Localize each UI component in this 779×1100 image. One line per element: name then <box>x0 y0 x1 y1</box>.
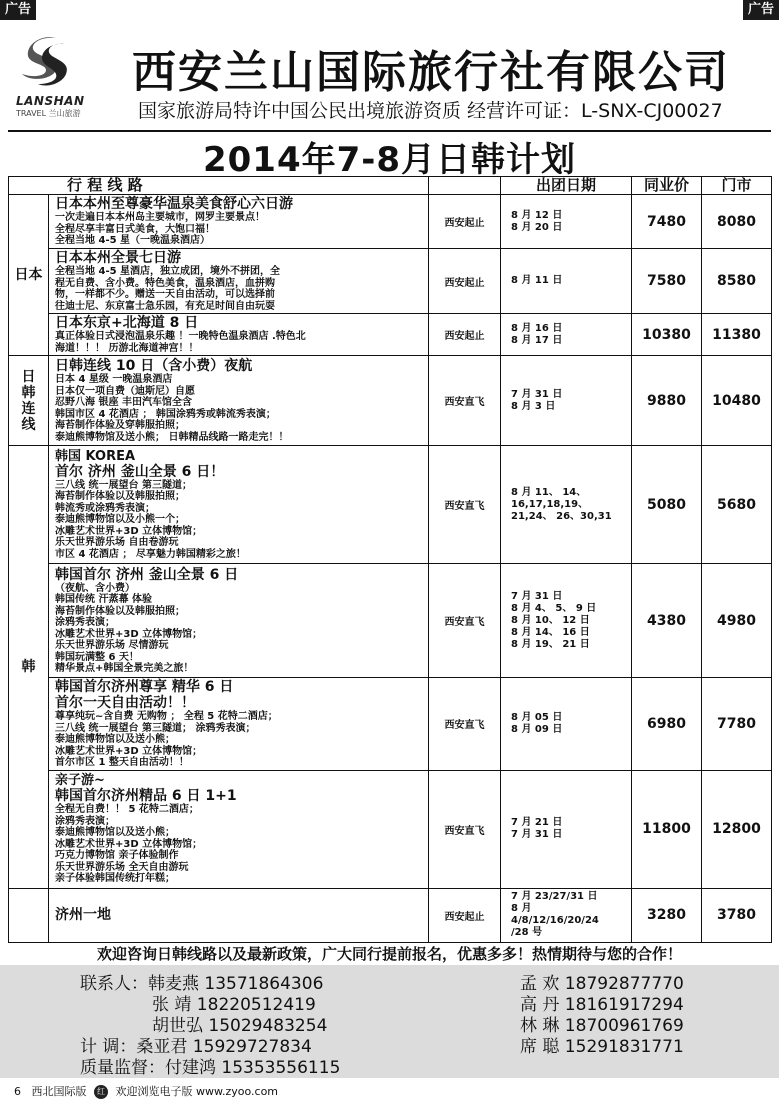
date-line: 8 月 05 日 <box>511 711 563 723</box>
footer-slogan: 欢迎咨询日韩线路以及最新政策，广大同行提前报名，优惠多多！热情期待与您的合作！ <box>96 945 682 963</box>
route-cell <box>49 249 429 314</box>
date-line: /28 号 <box>511 927 543 938</box>
route-title: 日本东京+北海道 8 日 <box>55 315 199 331</box>
route-desc: 亲子体验韩国传统打年糕； <box>55 873 175 885</box>
retail-price: 8580 <box>702 249 772 314</box>
dates-cell <box>501 564 632 678</box>
date-line: 7 月 31 日 <box>511 590 563 602</box>
route-desc: 物，一样都不少。赠送一天自由活动，可以选择前 <box>55 289 275 300</box>
route-desc: 泰迪熊博物馆以及送小熊； <box>55 734 175 745</box>
route-title: 日本本州至尊豪华温泉美食舒心六日游 <box>55 196 293 213</box>
peer-price: 3280 <box>632 888 702 942</box>
retail-price: 12800 <box>702 770 772 888</box>
country-japan: 日本 <box>9 195 49 356</box>
route-desc: 韩流秀或涂鸦秀表演； <box>55 502 155 514</box>
route-desc: 乐天世界游乐场 全天自由游玩 <box>55 861 189 873</box>
contact-line: 胡世弘 15029483254 <box>152 1016 328 1036</box>
route-desc: 涂鸦秀表演； <box>55 815 115 827</box>
date-line: 7 月 31 日 <box>511 829 563 840</box>
date-line: 8 月 4、 5、 9 日 <box>511 602 597 614</box>
table-row <box>9 770 772 888</box>
retail-price: 11380 <box>702 314 772 356</box>
route-desc: 尊享纯玩~含自费 无购物 ； 全程 5 花特二酒店； <box>55 711 278 722</box>
route-cell <box>49 195 429 249</box>
contact-line: 张 靖 18220512419 <box>152 995 316 1015</box>
route-subtitle: 首尔一天自由活动！！ <box>55 695 195 711</box>
date-line: 7 月 31 日 <box>511 388 563 400</box>
retail-price: 8080 <box>702 195 772 249</box>
table-row <box>9 195 772 249</box>
peer-price: 4380 <box>632 564 702 678</box>
route-title: 济州一地 <box>55 907 111 923</box>
date-line: 4/8/12/16/20/24 <box>511 915 599 926</box>
dates-cell <box>501 314 632 356</box>
table-row <box>9 446 772 564</box>
route-desc: 三八线 统一展望台 第三隧道； 涂鸦秀表演； <box>55 722 256 734</box>
peer-price: 6980 <box>632 678 702 771</box>
date-line: 8 月 09 日 <box>511 723 563 735</box>
red-badge-icon: 红 <box>94 1085 108 1099</box>
retail-price: 7780 <box>702 678 772 771</box>
route-desc: 泰迪熊博物馆及送小熊； 日韩精品线路一路走完！！ <box>55 431 289 443</box>
date-line: 7 月 21 日 <box>511 817 563 828</box>
route-desc: 全程当地 4-5 星（一晚温泉酒店） <box>55 235 211 247</box>
peer-price: 11800 <box>632 770 702 888</box>
itinerary-table <box>8 176 772 943</box>
route-desc: 全程当地 4-5 星酒店，独立成团，境外不拼团，全 <box>55 266 281 277</box>
departure: 西安起止 <box>429 249 501 314</box>
date-line: 8 月 3 日 <box>511 400 556 412</box>
table-header <box>9 177 772 195</box>
route-desc: 往迪士尼、东京富士急乐园，有充足时间自由玩耍 <box>55 300 275 312</box>
route-desc: 冰雕艺术世界+3D 立体博物馆； <box>55 628 203 640</box>
route-desc: 涂鸦秀表演； <box>55 617 115 628</box>
route-title: 韩国首尔济州尊享 精华 6 日 <box>55 679 234 695</box>
country-japan-korea <box>9 356 49 446</box>
date-line: 7 月 23/27/31 日 <box>511 891 598 902</box>
route-desc: 乐天世界游乐场 尽情游玩 <box>55 640 169 651</box>
dates-cell <box>501 195 632 249</box>
date-line: 8 月 19、 21 日 <box>511 638 590 650</box>
table-row <box>9 314 772 356</box>
route-title: 日韩连线 10 日（含小费）夜航 <box>55 358 253 374</box>
date-line: 8 月 <box>511 903 532 914</box>
dates-cell <box>501 249 632 314</box>
route-desc: 泰迪熊博物馆以及小熊一个； <box>55 514 185 526</box>
ad-tag-right: 广告 <box>743 0 779 20</box>
date-line: 8 月 17 日 <box>511 334 563 346</box>
table-row <box>9 564 772 678</box>
license-line: 国家旅游局特许中国公民出境旅游资质 经营许可证：L-SNX-CJ00027 <box>138 100 723 122</box>
header-peer: 同业价 <box>632 177 702 195</box>
route-desc: 冰雕艺术世界+3D 立体博物馆； <box>55 838 203 850</box>
date-line: 8 月 16 日 <box>511 322 563 334</box>
route-desc: 首尔市区 1 整天自由活动！！ <box>55 757 189 768</box>
route-desc: 海道！！！ 历游北海道神宫！！ <box>55 342 199 354</box>
peer-price: 5080 <box>632 446 702 564</box>
route-cell <box>49 770 429 888</box>
route-desc: 全程无自费！！ 5 花特二酒店； <box>55 804 199 816</box>
departure: 西安起止 <box>429 195 501 249</box>
departure: 西安直飞 <box>429 446 501 564</box>
table-row <box>9 249 772 314</box>
route-cell <box>49 678 429 771</box>
country-korea: 韩 <box>9 446 49 889</box>
date-line: 8 月 10、 12 日 <box>511 614 590 626</box>
contact-line: 孟 欢 18792877770 <box>520 974 684 994</box>
route-desc: 韩国玩满整 6 天！ <box>55 651 139 663</box>
route-desc: 乐天世界游乐场 自由卷游玩 <box>55 537 179 549</box>
plan-title: 2014年7-8月日韩计划 <box>202 140 577 180</box>
route-title: 韩国首尔 济州 釜山全景 6 日 <box>55 566 239 583</box>
route-title: 韩国首尔济州精品 6 日 1+1 <box>55 788 237 805</box>
header-dates: 出团日期 <box>501 177 632 195</box>
section-name: 西北国际版 <box>31 1085 87 1098</box>
route-desc: 泰迪熊博物馆以及送小熊； <box>55 827 175 839</box>
route-desc: 韩国市区 4 花酒店 ； 韩国涂鸦秀或韩流秀表演； <box>55 408 276 420</box>
route-desc: 市区 4 花酒店 ； 尽享魅力韩国精彩之旅！ <box>55 548 246 560</box>
route-desc: 三八线 统一展望台 第三隧道； <box>55 479 192 491</box>
route-prefix: 亲子游~ <box>55 773 105 789</box>
date-line: 8 月 11、 14、 <box>511 486 587 498</box>
route-desc: 海苔制作体验及穿韩服拍照； <box>55 420 185 431</box>
route-desc: 忍野八海 银座 丰田汽车馆全含 <box>55 397 192 408</box>
route-desc: 巧克力博物馆 亲子体验制作 <box>55 850 179 862</box>
route-cell <box>49 446 429 564</box>
retail-price: 10480 <box>702 356 772 446</box>
page-number: 6 <box>14 1085 21 1098</box>
peer-price: 7480 <box>632 195 702 249</box>
route-prefix: 韩国 KOREA <box>55 448 136 464</box>
route-desc: 日本仅一项自费（迪斯尼）自愿 <box>55 385 195 397</box>
departure: 西安直飞 <box>429 678 501 771</box>
contact-line: 林 琳 18700961769 <box>520 1016 684 1036</box>
contact-line: 联系人：韩麦燕 13571864306 <box>80 974 324 994</box>
date-line: 8 月 11 日 <box>511 275 563 286</box>
header-route: 行 程 线 路 <box>9 177 429 195</box>
retail-price: 3780 <box>702 888 772 942</box>
site-link[interactable]: 欢迎浏览电子版 www.zyoo.com <box>115 1085 279 1098</box>
route-title: 首尔 济州 釜山全景 6 日！ <box>55 463 225 480</box>
route-title: 日本本州全景七日游 <box>55 250 181 266</box>
peer-price: 9880 <box>632 356 702 446</box>
lanshan-logo-icon <box>16 34 80 90</box>
route-desc: 程无自费、含小费。特色美食，温泉酒店，血拼购 <box>55 277 275 289</box>
route-desc: 海苔制作体验以及韩服拍照； <box>55 491 185 503</box>
departure: 西安直飞 <box>429 356 501 446</box>
route-desc: 精华景点+韩国全景完美之旅！ <box>55 663 194 674</box>
departure: 西安起止 <box>429 888 501 942</box>
route-cell <box>49 356 429 446</box>
country-label: 日韩连线 <box>21 368 36 433</box>
company-logo <box>16 34 86 122</box>
route-desc: 冰雕艺术世界+3D 立体博物馆； <box>55 745 203 757</box>
logo-sub: TRAVEL 兰山旅游 <box>16 109 81 118</box>
contact-line: 计 调：桑亚君 15929727834 <box>80 1037 312 1057</box>
contact-line: 席 聪 15291831771 <box>520 1037 684 1057</box>
table-row <box>9 356 772 446</box>
contact-line: 高 丹 18161917294 <box>520 995 684 1015</box>
dates-cell <box>501 446 632 564</box>
peer-price: 7580 <box>632 249 702 314</box>
logo-text: LANSHAN <box>16 94 85 108</box>
route-cell <box>49 564 429 678</box>
route-desc: （夜航、含小费） <box>55 582 135 594</box>
route-cell <box>49 888 429 942</box>
table-row <box>9 888 772 942</box>
retail-price: 4980 <box>702 564 772 678</box>
route-desc: 日本 4 星级 一晚温泉酒店 <box>55 374 173 385</box>
route-desc: 全程尽享丰富日式美食，大饱口福！ <box>55 223 215 235</box>
departure: 西安直飞 <box>429 770 501 888</box>
contacts-panel <box>0 965 779 1078</box>
departure: 西安起止 <box>429 314 501 356</box>
table-row <box>9 678 772 771</box>
peer-price: 10380 <box>632 314 702 356</box>
dates-cell <box>501 678 632 771</box>
date-line: 8 月 20 日 <box>511 221 563 233</box>
dates-cell <box>501 888 632 942</box>
ad-tag-left: 广告 <box>0 0 36 20</box>
date-line: 8 月 12 日 <box>511 209 563 221</box>
route-desc: 真正体验日式浸泡温泉乐趣 ！一晚特色温泉酒店 .特色北 <box>55 331 306 342</box>
retail-price: 5680 <box>702 446 772 564</box>
header <box>0 22 779 130</box>
date-line: 8 月 14、 16 日 <box>511 626 590 638</box>
route-desc: 冰雕艺术世界+3D 立体博物馆； <box>55 525 203 537</box>
company-name: 西安兰山国际旅行社有限公司 <box>132 47 730 98</box>
country-blank <box>9 888 49 942</box>
contact-line: 质量监督：付建鸿 15353556115 <box>80 1058 341 1078</box>
date-line: 21,24、 26、30,31 <box>511 510 612 522</box>
route-cell <box>49 314 429 356</box>
dates-cell <box>501 356 632 446</box>
page-footer <box>14 1083 278 1099</box>
route-desc: 韩国传统 汗蒸幕 体验 <box>55 594 152 605</box>
route-desc: 一次走遍日本本州岛主要城市，网罗主要景点！ <box>55 212 265 224</box>
departure: 西安直飞 <box>429 564 501 678</box>
route-desc: 海苔制作体验以及韩服拍照； <box>55 605 185 617</box>
header-retail: 门市 <box>702 177 772 195</box>
date-line: 16,17,18,19、 <box>511 498 589 510</box>
dates-cell <box>501 770 632 888</box>
